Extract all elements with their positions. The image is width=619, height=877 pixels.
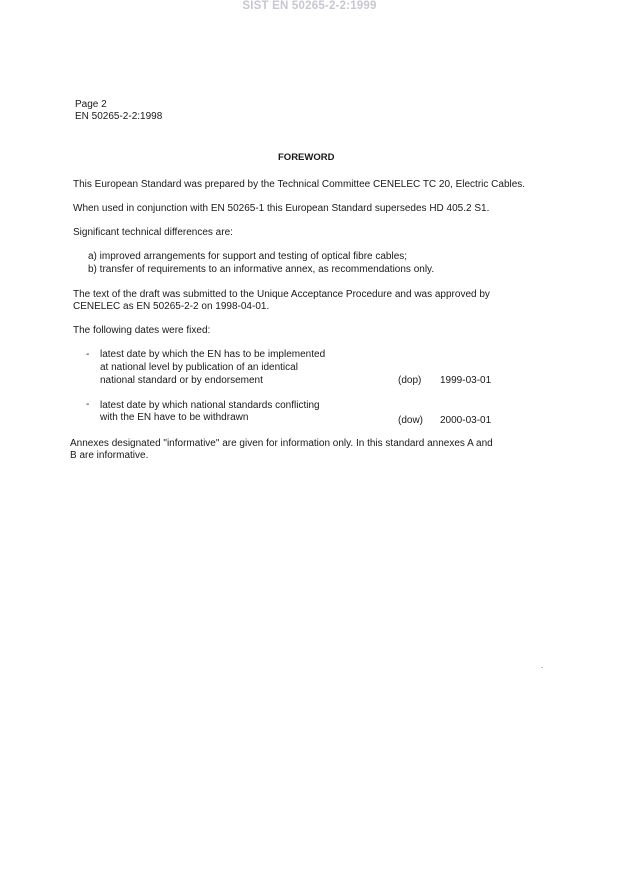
paragraph-prepared-by: This European Standard was prepared by the Technical Committee CENELEC TC 20, Electric Cables. — [73, 179, 526, 190]
date-value: 2000-03-01 — [440, 415, 492, 426]
paragraph-dates-intro: The following dates were fixed: — [73, 325, 211, 336]
date-code: (dop) — [398, 375, 422, 386]
date-entry-text: national standard or by endorsement — [100, 375, 263, 386]
paragraph-approval-line2: CENELEC as EN 50265-2-2 on 1998-04-01. — [73, 301, 270, 312]
list-item: b) transfer of requirements to an informative annex, as recommendations only. — [88, 264, 435, 275]
paragraph-differences-intro: Significant technical differences are: — [73, 227, 233, 238]
date-entry-dash: - — [86, 349, 90, 360]
date-entry-dash: - — [86, 399, 90, 410]
scan-speck — [541, 667, 543, 668]
date-entry-text: with the EN have to be withdrawn — [100, 412, 249, 423]
date-code: (dow) — [398, 415, 424, 426]
paragraph-supersedes: When used in conjunction with EN 50265-1 this European Standard supersedes HD 405.2 S1. — [73, 203, 490, 214]
document-id: EN 50265-2-2:1998 — [75, 111, 163, 122]
paragraph-annexes-line1: Annexes designated "informative" are given for information only. In this standard annexes A and — [70, 438, 493, 449]
watermark: SIST EN 50265-2-2:1999 — [242, 0, 377, 12]
foreword-title: FOREWORD — [278, 152, 335, 163]
list-item: a) improved arrangements for support and testing of optical fibre cables; — [88, 251, 408, 262]
date-entry-text: latest date by which the EN has to be implemented — [100, 349, 326, 360]
page-number: Page 2 — [75, 99, 107, 110]
date-entry-text: latest date by which national standards conflicting — [100, 400, 320, 411]
date-value: 1999-03-01 — [440, 375, 492, 386]
paragraph-approval-line1: The text of the draft was submitted to the Unique Acceptance Procedure and was approved by — [73, 289, 490, 300]
paragraph-annexes-line2: B are informative. — [70, 450, 149, 461]
date-entry-text: at national level by publication of an identical — [100, 362, 298, 373]
